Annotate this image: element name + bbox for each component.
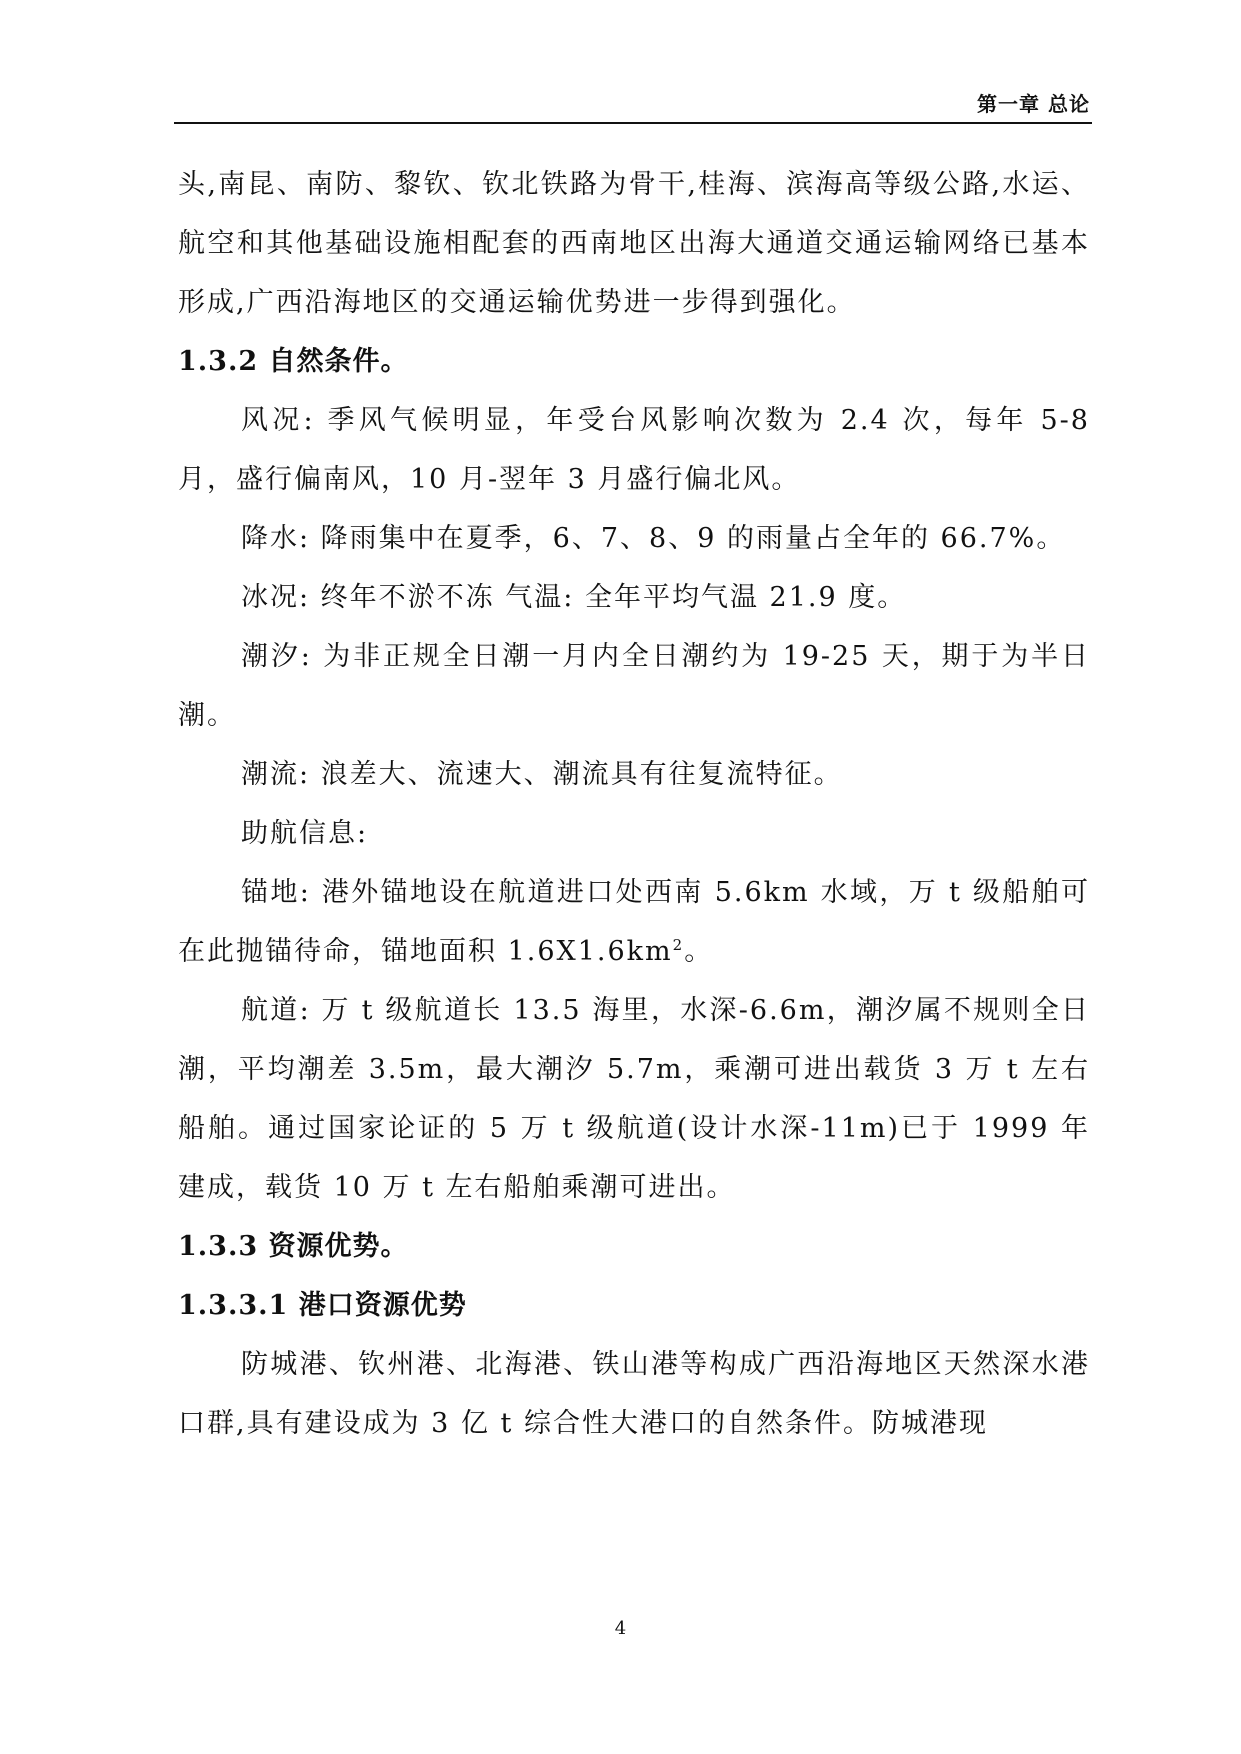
heading-natural-conditions: 1.3.2 自然条件。 <box>178 346 409 377</box>
chapter-title: 第一章 总论 <box>977 92 1090 116</box>
paragraph-tidal-current: 潮流: 浪差大、流速大、潮流具有往复流特征。 <box>241 759 843 790</box>
page-number: 4 <box>614 1618 627 1639</box>
page-header <box>174 86 1092 124</box>
anchorage-text: 锚地: 港外锚地设在航道进口处西南 5.6km 水域，万 t 级船舶可在此抛锚待命，锚地面积 1.6X1.6km <box>178 877 1090 967</box>
paragraph-navigation-info: 助航信息: <box>241 818 369 849</box>
paragraph-ice-temperature: 冰况: 终年不淤不冻 气温: 全年平均气温 21.9 度。 <box>241 582 907 613</box>
paragraph-anchorage <box>178 863 1090 981</box>
paragraph-tide: 潮汐: 为非正规全日潮一月内全日潮约为 19-25 天，期于为半日潮。 <box>178 641 1090 731</box>
heading-resource-advantages: 1.3.3 资源优势。 <box>178 1231 409 1262</box>
paragraph-ports: 防城港、钦州港、北海港、铁山港等构成广西沿海地区天然深水港口群,具有建设成为 3 亿 t 综合性大港口的自然条件。防城港现 <box>178 1349 1090 1439</box>
paragraph-wind: 风况: 季风气候明显，年受台风影响次数为 2.4 次，每年 5-8 月，盛行偏南风，10 月-翌年 3 月盛行偏北风。 <box>178 405 1090 495</box>
paragraph-channel: 航道: 万 t 级航道长 13.5 海里，水深-6.6m，潮汐属不规则全日潮，平均潮差 3.5m，最大潮汐 5.7m，乘潮可进出载货 3 万 t 左右船舶。通过国家论证的 5 万 t 级航道(设计水深-11m)已于 1999 年建成，载货 10 万 t 左右船舶乘潮可进出。 <box>178 995 1090 1203</box>
anchorage-end: 。 <box>684 936 714 967</box>
paragraph-transport: 头,南昆、南防、黎钦、钦北铁路为骨干,桂海、滨海高等级公路,水运、航空和其他基础设施相配套的西南地区出海大通道交通运输网络已基本形成,广西沿海地区的交通运输优势进一步得到强化。 <box>178 169 1090 318</box>
paragraph-rainfall: 降水: 降雨集中在夏季，6、7、8、9 的雨量占全年的 66.7%。 <box>241 523 1066 554</box>
heading-port-resources: 1.3.3.1 港口资源优势 <box>178 1290 467 1321</box>
document-body <box>178 155 1090 1453</box>
anchorage-superscript: 2 <box>672 936 685 954</box>
